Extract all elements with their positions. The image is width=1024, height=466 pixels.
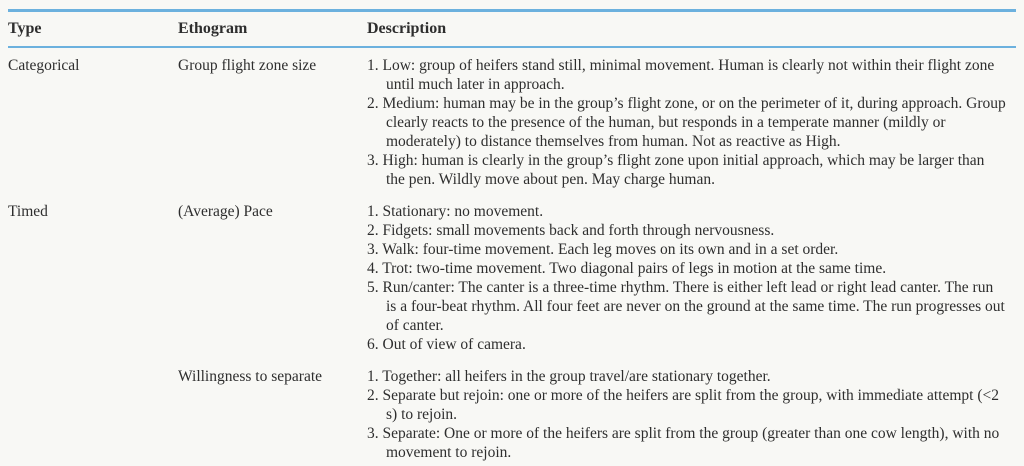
table-row-willingness-to-separate <box>8 354 1016 462</box>
description-list <box>367 202 1016 354</box>
description-list <box>367 56 1016 189</box>
ethogram-cell: (Average) Pace <box>178 203 273 220</box>
description-item: 2. Fidgets: small movements back and forth through nervousness. <box>367 222 775 239</box>
description-item: 1. Together: all heifers in the group travel/are stationary together. <box>367 368 771 385</box>
ethogram-cell: Willingness to separate <box>178 368 323 385</box>
table-row-group-flight-zone <box>8 48 1016 189</box>
description-list <box>367 367 1016 462</box>
description-item: 3. High: human is clearly in the group’s flight zone upon initial approach, which may be larger than the pen. Wildly move about pen. May charge human. <box>367 152 985 188</box>
description-item: 2. Separate but rejoin: one or more of the heifers are split from the group, with immediate attempt (<2 s) to rejoin. <box>367 387 999 423</box>
description-item: 4. Trot: two-time movement. Two diagonal pairs of legs in motion at the same time. <box>367 260 887 277</box>
description-item: 6. Out of view of camera. <box>367 336 526 353</box>
description-item: 3. Separate: One or more of the heifers are split from the group (greater than one cow length), with no movement to rejoin. <box>367 425 1000 461</box>
ethogram-cell: Group flight zone size <box>178 57 317 74</box>
table-row-average-pace <box>8 189 1016 354</box>
description-item: 1. Stationary: no movement. <box>367 203 544 220</box>
bottom-spacer <box>8 462 1016 466</box>
description-item: 1. Low: group of heifers stand still, minimal movement. Human is clearly not within their flight zone until much later in approach. <box>367 57 995 93</box>
description-item: 5. Run/canter: The canter is a three-time rhythm. There is either left lead or right lead canter. The run is a four-beat rhythm. All four feet are never on the ground at the same time. The run progresses out of canter. <box>367 279 1005 334</box>
type-cell <box>8 367 178 462</box>
description-item: 2. Medium: human may be in the group’s flight zone, or on the perimeter of it, during approach. Group clearly reacts to the presence of the human, but responds in a temperate manner (mildly or moderately) to distance themselves from human. Not as reactive as High. <box>367 95 1006 150</box>
type-cell: Categorical <box>8 57 80 74</box>
column-header-ethogram: Ethogram <box>178 20 248 37</box>
description-item: 3. Walk: four-time movement. Each leg moves on its own and in a set order. <box>367 241 839 258</box>
column-header-description: Description <box>367 20 447 37</box>
column-header-type: Type <box>8 20 42 37</box>
table-header-row <box>8 12 1016 46</box>
type-cell: Timed <box>8 203 48 220</box>
